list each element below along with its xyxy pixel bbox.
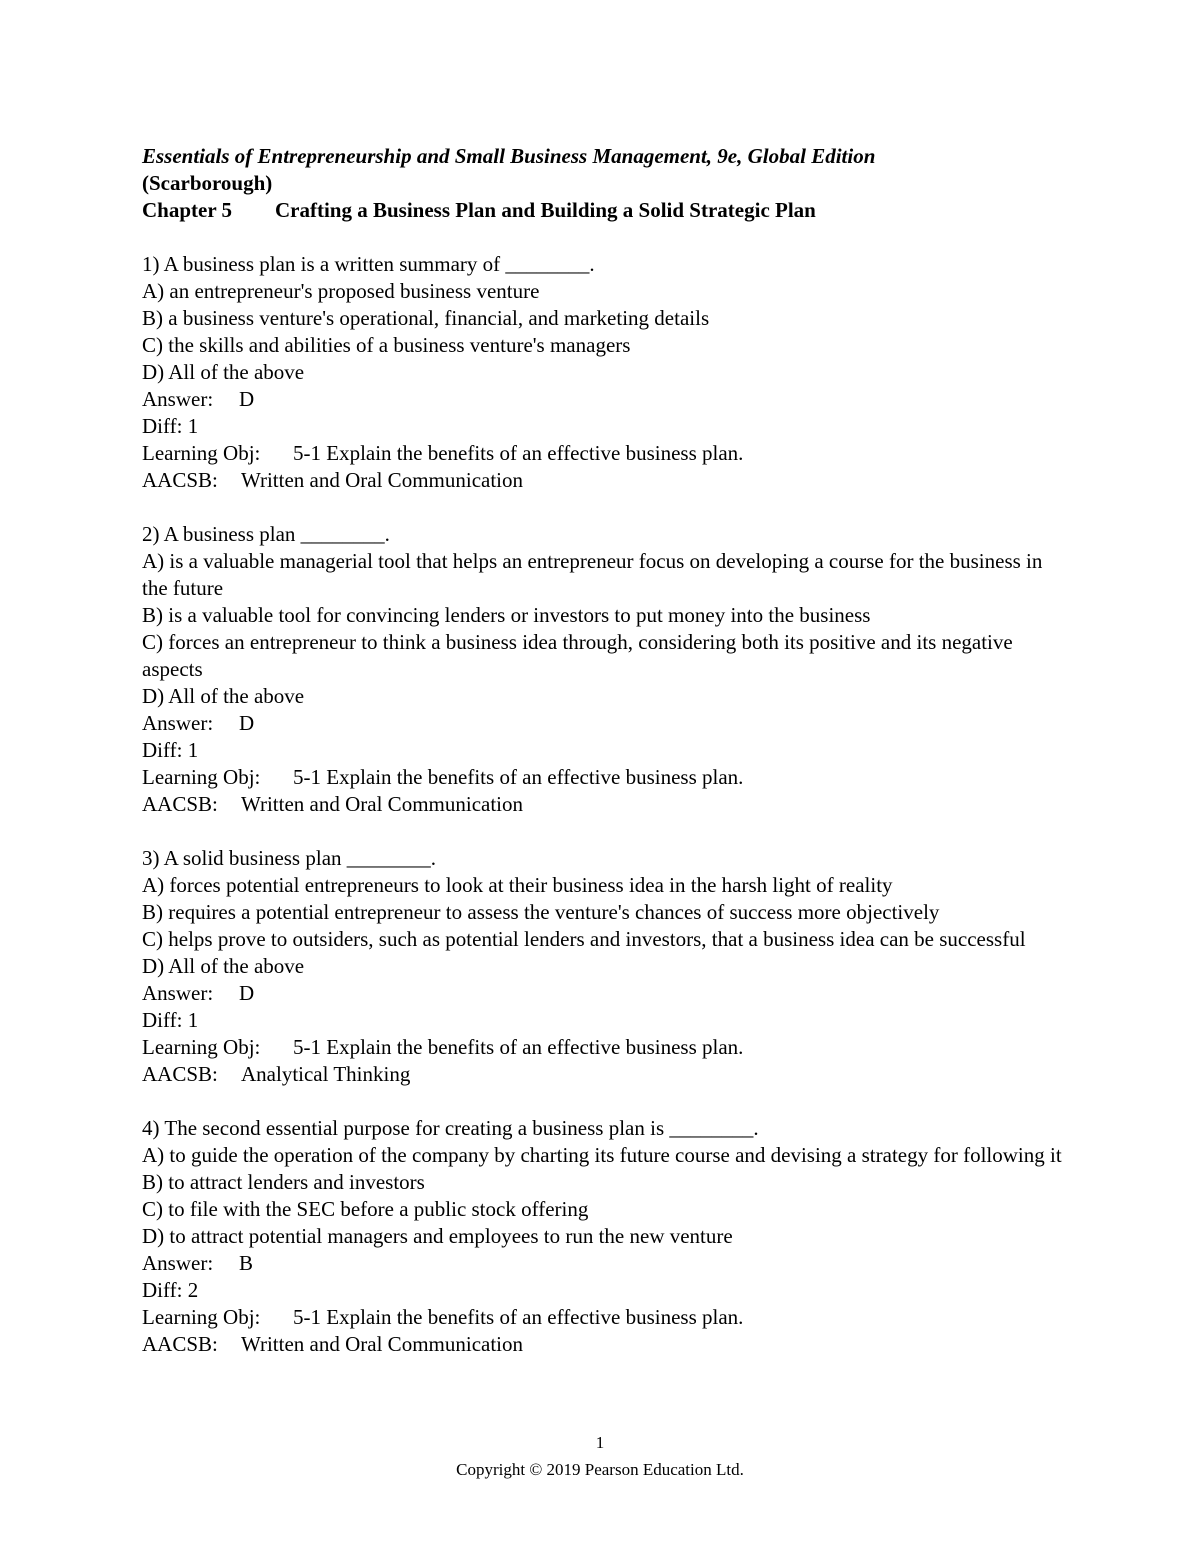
- copyright-notice: Copyright © 2019 Pearson Education Ltd.: [456, 1460, 744, 1479]
- learning-objective: 5-1 Explain the benefits of an effective business plan.: [293, 765, 744, 789]
- aacsb-label: AACSB:: [142, 792, 218, 816]
- learning-objective-label: Learning Obj:: [142, 1035, 261, 1059]
- question-1: [142, 251, 1072, 494]
- answer-value: D: [239, 387, 255, 411]
- chapter-title: Crafting a Business Plan and Building a Solid Strategic Plan: [275, 198, 816, 222]
- option-a: A) is a valuable managerial tool that helps an entrepreneur focus on developing a course for the business in the future: [142, 549, 1043, 600]
- option-b: B) a business venture's operational, financial, and marketing details: [142, 306, 710, 330]
- book-title: Essentials of Entrepreneurship and Small Business Management, 9e, Global Edition: [142, 144, 876, 168]
- answer-line: [142, 710, 1072, 737]
- answer-line: [142, 980, 1072, 1007]
- question-stem: 2) A business plan ________.: [142, 522, 390, 546]
- learning-objective-line: [142, 764, 1072, 791]
- aacsb-line: [142, 1331, 1072, 1358]
- chapter-heading: [142, 197, 1072, 224]
- aacsb-line: [142, 1061, 1072, 1088]
- page-number: 1: [595, 1433, 605, 1452]
- option-b: B) is a valuable tool for convincing lenders or investors to put money into the business: [142, 603, 871, 627]
- answer-value: D: [239, 981, 255, 1005]
- question-2: [142, 521, 1072, 818]
- option-c: C) helps prove to outsiders, such as potential lenders and investors, that a business idea can be successful: [142, 927, 1026, 951]
- difficulty: Diff: 1: [142, 738, 199, 762]
- answer-label: Answer:: [142, 1251, 214, 1275]
- difficulty: Diff: 1: [142, 1008, 199, 1032]
- learning-objective-line: [142, 440, 1072, 467]
- option-a: A) forces potential entrepreneurs to look at their business idea in the harsh light of reality: [142, 873, 893, 897]
- answer-value: B: [239, 1251, 254, 1275]
- option-c: C) to file with the SEC before a public stock offering: [142, 1197, 589, 1221]
- aacsb-label: AACSB:: [142, 1332, 218, 1356]
- learning-objective: 5-1 Explain the benefits of an effective business plan.: [293, 1035, 744, 1059]
- document-page: [142, 143, 1072, 1358]
- option-d: D) All of the above: [142, 954, 305, 978]
- option-d: D) All of the above: [142, 360, 305, 384]
- answer-label: Answer:: [142, 387, 214, 411]
- learning-objective-label: Learning Obj:: [142, 765, 261, 789]
- question-4: [142, 1115, 1072, 1358]
- aacsb-value: Analytical Thinking: [241, 1062, 411, 1086]
- option-c: C) the skills and abilities of a business venture's managers: [142, 333, 631, 357]
- option-a: A) an entrepreneur's proposed business venture: [142, 279, 540, 303]
- answer-value: D: [239, 711, 255, 735]
- learning-objective: 5-1 Explain the benefits of an effective business plan.: [293, 441, 744, 465]
- question-stem: 4) The second essential purpose for creating a business plan is ________.: [142, 1116, 759, 1140]
- aacsb-line: [142, 791, 1072, 818]
- question-stem: 1) A business plan is a written summary of ________.: [142, 252, 595, 276]
- difficulty: Diff: 1: [142, 414, 199, 438]
- option-c: C) forces an entrepreneur to think a business idea through, considering both its positive and its negative aspects: [142, 630, 1013, 681]
- learning-objective-label: Learning Obj:: [142, 441, 261, 465]
- question-3: [142, 845, 1072, 1088]
- option-b: B) requires a potential entrepreneur to assess the venture's chances of success more objectively: [142, 900, 940, 924]
- learning-objective-line: [142, 1304, 1072, 1331]
- answer-line: [142, 386, 1072, 413]
- aacsb-value: Written and Oral Communication: [241, 792, 524, 816]
- answer-line: [142, 1250, 1072, 1277]
- learning-objective: 5-1 Explain the benefits of an effective business plan.: [293, 1305, 744, 1329]
- learning-objective-line: [142, 1034, 1072, 1061]
- answer-label: Answer:: [142, 981, 214, 1005]
- chapter-number: Chapter 5: [142, 198, 233, 222]
- aacsb-value: Written and Oral Communication: [241, 1332, 524, 1356]
- aacsb-line: [142, 467, 1072, 494]
- learning-objective-label: Learning Obj:: [142, 1305, 261, 1329]
- aacsb-value: Written and Oral Communication: [241, 468, 524, 492]
- option-b: B) to attract lenders and investors: [142, 1170, 425, 1194]
- option-d: D) to attract potential managers and employees to run the new venture: [142, 1224, 733, 1248]
- option-d: D) All of the above: [142, 684, 305, 708]
- difficulty: Diff: 2: [142, 1278, 199, 1302]
- book-author: (Scarborough): [142, 171, 273, 195]
- option-a: A) to guide the operation of the company by charting its future course and devising a strategy for following it: [142, 1143, 1062, 1167]
- aacsb-label: AACSB:: [142, 468, 218, 492]
- answer-label: Answer:: [142, 711, 214, 735]
- aacsb-label: AACSB:: [142, 1062, 218, 1086]
- question-stem: 3) A solid business plan ________.: [142, 846, 437, 870]
